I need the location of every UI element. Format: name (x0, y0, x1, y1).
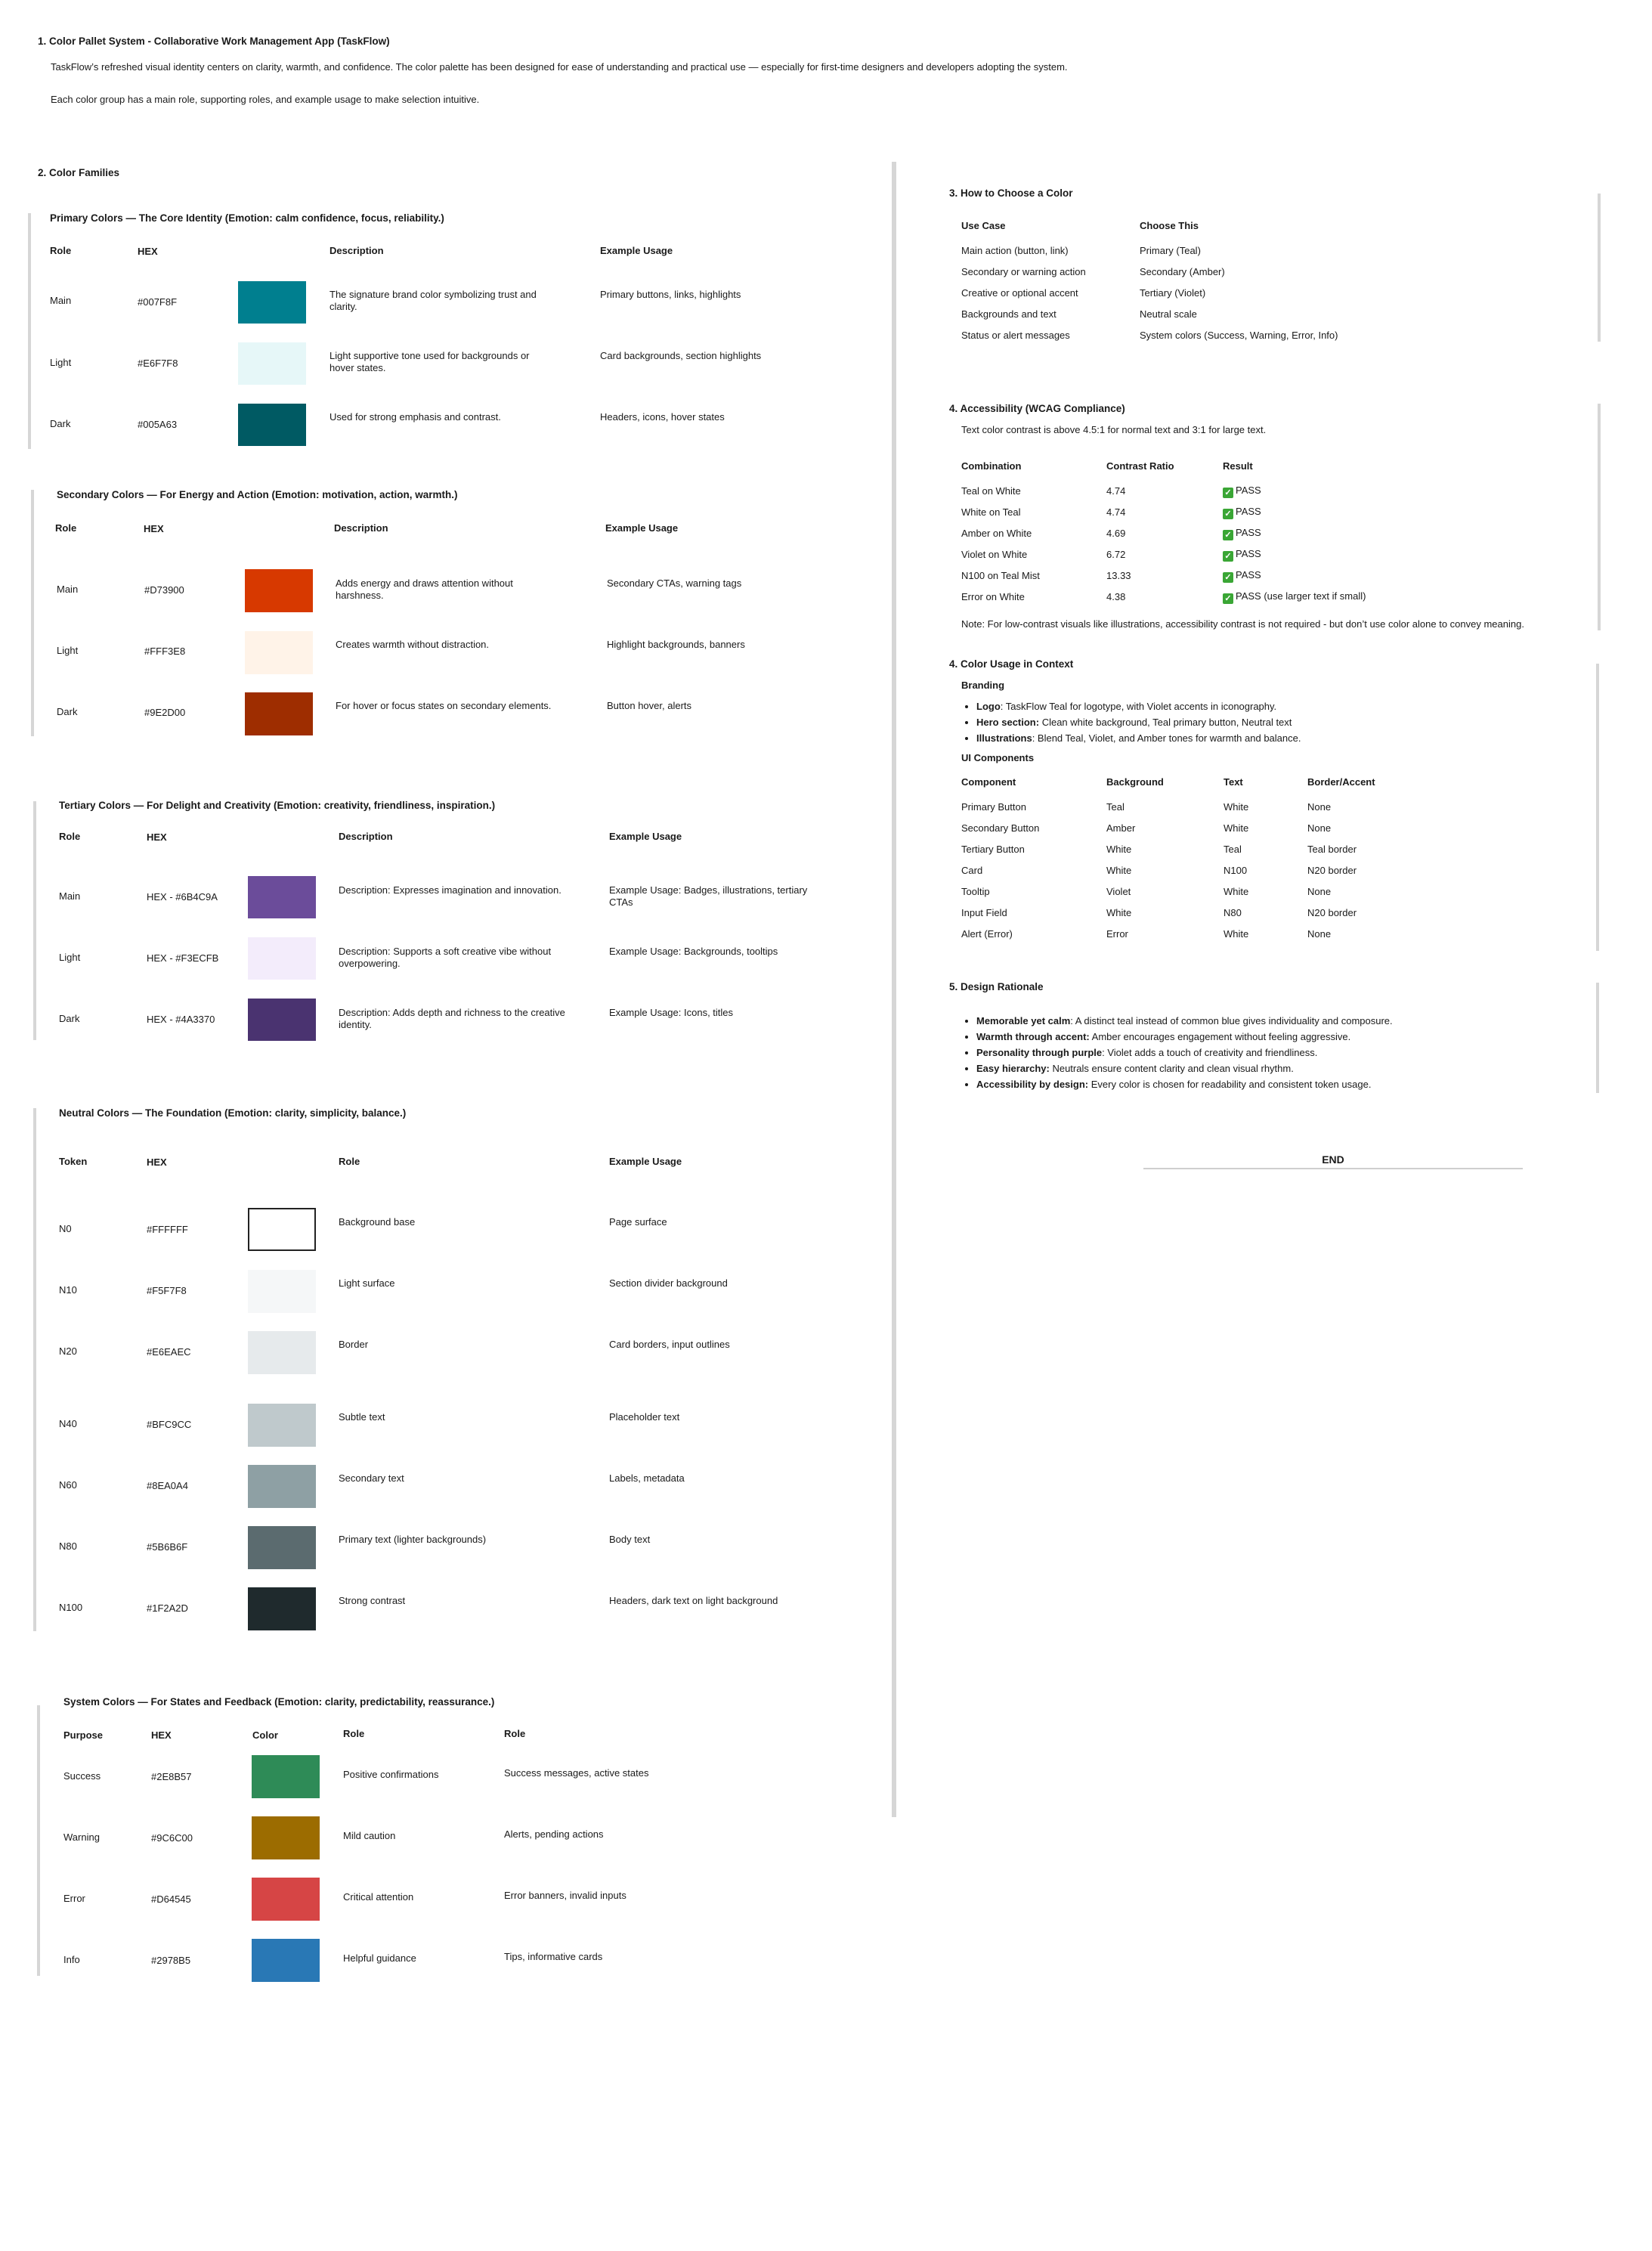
usage-cell: Body text (609, 1534, 651, 1545)
hex-cell: #1F2A2D (147, 1602, 188, 1614)
column-divider (892, 162, 896, 1817)
section-accent-bar (1598, 194, 1601, 342)
ratio-cell: 4.38 (1106, 591, 1126, 602)
col-header: Role (504, 1728, 526, 1739)
combination-cell: N100 on Teal Mist (961, 570, 1040, 581)
col-header: Text (1224, 776, 1243, 788)
neutral-title: Neutral Colors — The Foundation (Emotion: clarity, simplicity, balance.) (59, 1107, 407, 1119)
role-cell: Secondary text (339, 1472, 404, 1484)
description-cell: The signature brand color symbolizing trust and clarity. (329, 289, 537, 312)
text-cell: N100 (1224, 865, 1248, 876)
usage-cell: Example Usage: Backgrounds, tooltips (609, 946, 778, 957)
primary-title: Primary Colors — The Core Identity (Emotion: calm confidence, focus, reliability.) (50, 212, 444, 224)
text-cell: Teal (1224, 844, 1242, 855)
background-cell: White (1106, 844, 1132, 855)
color-swatch (252, 1816, 320, 1859)
col-header: Combination (961, 460, 1022, 472)
list-item: • Warmth through accent: Amber encourages engagement without feeling aggressive. (976, 1029, 1393, 1045)
hex-cell: HEX - #F3ECFB (147, 952, 219, 964)
color-swatch (248, 876, 316, 918)
context-heading: 4. Color Usage in Context (949, 658, 1074, 670)
branding-label: Branding (961, 680, 1005, 691)
hex-cell: #FFFFFF (147, 1224, 188, 1235)
result-text: PASS (1236, 506, 1261, 517)
role-cell: Background base (339, 1216, 416, 1228)
section-accent-bar (1596, 664, 1599, 951)
color-swatch (252, 1755, 320, 1798)
use-case-cell: Secondary or warning action (961, 266, 1086, 277)
check-mark-icon: ✓ (1223, 530, 1233, 540)
ui-components-label: UI Components (961, 752, 1035, 763)
check-mark-icon: ✓ (1223, 509, 1233, 519)
color-swatch (248, 1270, 316, 1313)
section-accent-bar (1596, 983, 1599, 1093)
color-swatch (245, 692, 313, 735)
secondary-title: Secondary Colors — For Energy and Action (Emotion: motivation, action, warmth.) (57, 489, 458, 500)
result-text: PASS (1236, 548, 1261, 559)
result-text: PASS (1236, 569, 1261, 581)
list-item: • Hero section: Clean white background, Teal primary button, Neutral text (976, 714, 1301, 730)
ratio-cell: 4.74 (1106, 506, 1126, 518)
border-cell: Teal border (1307, 844, 1357, 855)
color-swatch (238, 404, 306, 446)
role-cell: Main (50, 295, 72, 306)
ratio-cell: 6.72 (1106, 549, 1126, 560)
col-header: Use Case (961, 220, 1006, 231)
border-cell: None (1307, 928, 1332, 940)
description-cell: Description: Adds depth and richness to the creative identity. (339, 1007, 565, 1030)
background-cell: White (1106, 865, 1132, 876)
end-label: END (1322, 1153, 1344, 1166)
rationale-list (961, 1013, 1393, 1092)
branding-list (961, 698, 1301, 746)
col-header: HEX (147, 1156, 167, 1168)
color-swatch (252, 1878, 320, 1921)
col-header: Result (1223, 460, 1253, 472)
col-header: Border/Accent (1307, 776, 1375, 788)
col-header: HEX (144, 523, 164, 534)
result-cell (1223, 527, 1261, 540)
role-cell: Primary text (lighter backgrounds) (339, 1534, 487, 1545)
combination-cell: Violet on White (961, 549, 1028, 560)
rationale-heading: 5. Design Rationale (949, 981, 1044, 992)
color-swatch (238, 281, 306, 324)
hex-cell: #BFC9CC (147, 1419, 192, 1430)
combination-cell: Teal on White (961, 485, 1021, 497)
result-text: PASS (use larger text if small) (1236, 590, 1366, 602)
result-cell (1223, 485, 1261, 498)
role-cell: Strong contrast (339, 1595, 406, 1606)
hex-cell: #2978B5 (151, 1955, 191, 1966)
col-header: Background (1106, 776, 1164, 788)
text-cell: White (1224, 822, 1249, 834)
hex-cell: #FFF3E8 (144, 646, 186, 657)
col-header: HEX (151, 1729, 172, 1741)
choice-cell: Neutral scale (1140, 308, 1197, 320)
section-accent-bar (1598, 404, 1601, 630)
col-header: Role (339, 1156, 360, 1167)
list-item: • Easy hierarchy: Neutrals ensure content clarity and clean visual rhythm. (976, 1060, 1393, 1076)
section-accent-bar (31, 490, 34, 736)
color-swatch (248, 1331, 316, 1374)
result-cell (1223, 506, 1261, 519)
role-cell: Mild caution (343, 1830, 396, 1841)
choice-cell: Primary (Teal) (1140, 245, 1201, 256)
role-cell: Main (59, 890, 81, 902)
intro-paragraph: TaskFlow’s refreshed visual identity centers on clarity, warmth, and confidence. The color palette has been designed for ease of understanding and practical use — especially for first-time designers and developers adopting the system. (51, 61, 1068, 73)
col-header: Description (339, 831, 393, 842)
col-header: Description (329, 245, 384, 256)
border-cell: N20 border (1307, 907, 1357, 918)
border-cell: None (1307, 822, 1332, 834)
token-cell: N20 (59, 1345, 77, 1357)
text-cell: White (1224, 928, 1249, 940)
result-cell (1223, 548, 1261, 562)
col-header: Purpose (63, 1729, 104, 1741)
check-mark-icon: ✓ (1223, 593, 1233, 604)
token-cell: N0 (59, 1223, 72, 1234)
usage-cell: Tips, informative cards (504, 1951, 603, 1962)
text-cell: N80 (1224, 907, 1242, 918)
section-accent-bar (37, 1705, 40, 1976)
choose-heading: 3. How to Choose a Color (949, 187, 1073, 199)
usage-cell: Headers, dark text on light background (609, 1595, 778, 1606)
text-cell: White (1224, 801, 1249, 813)
usage-cell: Section divider background (609, 1277, 728, 1289)
usage-cell: Secondary CTAs, warning tags (607, 577, 742, 589)
usage-cell: Card backgrounds, section highlights (600, 350, 762, 361)
description-cell: Description: Supports a soft creative vibe without overpowering. (339, 946, 552, 969)
role-cell: Main (57, 584, 79, 595)
ratio-cell: 4.74 (1106, 485, 1126, 497)
col-header: Role (50, 245, 72, 256)
col-header: Role (59, 831, 81, 842)
description-cell: Creates warmth without distraction. (336, 639, 490, 650)
color-swatch (248, 1526, 316, 1569)
section-accent-bar (33, 801, 36, 1040)
role-cell: Light (50, 357, 72, 368)
usage-cell: Card borders, input outlines (609, 1339, 730, 1350)
hex-cell: #2E8B57 (151, 1771, 192, 1782)
description-cell: Description: Expresses imagination and innovation. (339, 884, 561, 896)
usage-cell: Page surface (609, 1216, 667, 1228)
purpose-cell: Error (63, 1893, 85, 1904)
combination-cell: White on Teal (961, 506, 1021, 518)
color-swatch (245, 631, 313, 674)
usage-cell: Success messages, active states (504, 1767, 649, 1779)
token-cell: N80 (59, 1540, 77, 1552)
usage-cell: Alerts, pending actions (504, 1828, 604, 1840)
col-header: Contrast Ratio (1106, 460, 1174, 472)
usage-cell: Highlight backgrounds, banners (607, 639, 745, 650)
choice-cell: Secondary (Amber) (1140, 266, 1225, 277)
list-item: • Accessibility by design: Every color is chosen for readability and consistent token usage. (976, 1076, 1393, 1092)
check-mark-icon: ✓ (1223, 551, 1233, 562)
component-cell: Alert (Error) (961, 928, 1013, 940)
role-cell: Dark (50, 418, 71, 429)
hex-cell: #5B6B6F (147, 1541, 188, 1553)
col-header: Choose This (1140, 220, 1199, 231)
list-item: • Personality through purple: Violet adds a touch of creativity and friendliness. (976, 1045, 1393, 1060)
section-accent-bar (33, 1108, 36, 1631)
description-cell: For hover or focus states on secondary elements. (336, 700, 552, 711)
use-case-cell: Status or alert messages (961, 330, 1070, 341)
ratio-cell: 13.33 (1106, 570, 1131, 581)
col-header: Example Usage (605, 522, 679, 534)
color-swatch (252, 1939, 320, 1982)
col-header: Example Usage (600, 245, 673, 256)
access-heading: 4. Accessibility (WCAG Compliance) (949, 403, 1125, 414)
access-intro: Text color contrast is above 4.5:1 for normal text and 3:1 for large text. (961, 424, 1267, 435)
token-cell: N10 (59, 1284, 77, 1296)
background-cell: White (1106, 907, 1132, 918)
role-cell: Border (339, 1339, 369, 1350)
color-swatch (248, 1404, 316, 1447)
col-header: Token (59, 1156, 88, 1167)
system-title: System Colors — For States and Feedback (Emotion: clarity, predictability, reassurance.) (63, 1696, 495, 1708)
color-swatch (245, 569, 313, 612)
choice-cell: System colors (Success, Warning, Error, Info) (1140, 330, 1338, 341)
hex-cell: #D64545 (151, 1893, 191, 1905)
combination-cell: Error on White (961, 591, 1025, 602)
ratio-cell: 4.69 (1106, 528, 1126, 539)
combination-cell: Amber on White (961, 528, 1032, 539)
hex-cell: #9C6C00 (151, 1832, 193, 1844)
usage-cell: Placeholder text (609, 1411, 680, 1423)
hex-cell: #F5F7F8 (147, 1285, 187, 1296)
component-cell: Tooltip (961, 886, 990, 897)
color-swatch (248, 1587, 316, 1630)
hex-cell: #005A63 (138, 419, 178, 430)
intro-heading: 1. Color Pallet System - Collaborative Work Management App (TaskFlow) (38, 36, 390, 47)
use-case-cell: Main action (button, link) (961, 245, 1069, 256)
role-cell: Light (57, 645, 79, 656)
usage-cell: Error banners, invalid inputs (504, 1890, 626, 1901)
hex-cell: #D73900 (144, 584, 184, 596)
col-header: Example Usage (609, 1156, 682, 1167)
background-cell: Error (1106, 928, 1128, 940)
description-cell: Used for strong emphasis and contrast. (329, 411, 501, 423)
end-divider (1143, 1168, 1523, 1169)
usage-cell: Primary buttons, links, highlights (600, 289, 741, 300)
hex-cell: #E6F7F8 (138, 358, 178, 369)
purpose-cell: Success (63, 1770, 101, 1782)
result-text: PASS (1236, 527, 1261, 538)
families-heading: 2. Color Families (38, 167, 120, 178)
choice-cell: Tertiary (Violet) (1140, 287, 1206, 299)
purpose-cell: Warning (63, 1831, 100, 1843)
role-cell: Light surface (339, 1277, 395, 1289)
result-cell (1223, 590, 1366, 604)
component-cell: Tertiary Button (961, 844, 1025, 855)
list-item: • Logo: TaskFlow Teal for logotype, with Violet accents in iconography. (976, 698, 1301, 714)
result-text: PASS (1236, 485, 1261, 496)
usage-cell: Button hover, alerts (607, 700, 692, 711)
color-swatch (248, 1465, 316, 1508)
usage-cell: Labels, metadata (609, 1472, 685, 1484)
component-cell: Primary Button (961, 801, 1026, 813)
col-header: HEX (147, 831, 167, 843)
hex-cell: HEX - #6B4C9A (147, 891, 218, 903)
color-swatch (248, 1208, 316, 1251)
component-cell: Input Field (961, 907, 1007, 918)
col-header: Description (334, 522, 388, 534)
border-cell: None (1307, 801, 1332, 813)
hex-cell: HEX - #4A3370 (147, 1014, 215, 1025)
component-cell: Card (961, 865, 983, 876)
background-cell: Amber (1106, 822, 1136, 834)
border-cell: N20 border (1307, 865, 1357, 876)
col-header: Color (252, 1729, 278, 1741)
use-case-cell: Creative or optional accent (961, 287, 1078, 299)
component-cell: Secondary Button (961, 822, 1040, 834)
tertiary-title: Tertiary Colors — For Delight and Creativity (Emotion: creativity, friendliness, inspiration.) (59, 800, 496, 811)
col-header: Example Usage (609, 831, 682, 842)
result-cell (1223, 569, 1261, 583)
usage-cell: Example Usage: Badges, illustrations, tertiary CTAs (609, 884, 808, 908)
background-cell: Teal (1106, 801, 1125, 813)
check-mark-icon: ✓ (1223, 572, 1233, 583)
usage-cell: Headers, icons, hover states (600, 411, 725, 423)
role-cell: Subtle text (339, 1411, 385, 1423)
color-swatch (248, 937, 316, 980)
role-cell: Positive confirmations (343, 1769, 439, 1780)
usage-cell: Example Usage: Icons, titles (609, 1007, 734, 1018)
hex-cell: #007F8F (138, 296, 178, 308)
list-item: • Illustrations: Blend Teal, Violet, and Amber tones for warmth and balance. (976, 730, 1301, 746)
intro-paragraph-2: Each color group has a main role, supporting roles, and example usage to make selection intuitive. (51, 94, 480, 105)
purpose-cell: Info (63, 1954, 80, 1965)
description-cell: Light supportive tone used for backgrounds or hover states. (329, 350, 530, 373)
text-cell: White (1224, 886, 1249, 897)
use-case-cell: Backgrounds and text (961, 308, 1056, 320)
hex-cell: #8EA0A4 (147, 1480, 188, 1491)
hex-cell: #E6EAEC (147, 1346, 191, 1358)
token-cell: N60 (59, 1479, 77, 1491)
role-cell: Dark (57, 706, 78, 717)
token-cell: N100 (59, 1602, 83, 1613)
col-header: Role (55, 522, 77, 534)
role-cell: Critical attention (343, 1891, 414, 1903)
role-cell: Dark (59, 1013, 80, 1024)
col-header: HEX (138, 246, 158, 257)
col-header: Role (343, 1728, 365, 1739)
color-swatch (248, 999, 316, 1041)
border-cell: None (1307, 886, 1332, 897)
list-item: • Memorable yet calm: A distinct teal instead of common blue gives individuality and composure. (976, 1013, 1393, 1029)
role-cell: Helpful guidance (343, 1952, 416, 1964)
section-accent-bar (28, 213, 31, 449)
check-mark-icon: ✓ (1223, 488, 1233, 498)
description-cell: Adds energy and draws attention without harshness. (336, 577, 513, 601)
access-note: Note: For low-contrast visuals like illustrations, accessibility contrast is not required - but don’t use color alone to convey meaning. (961, 618, 1524, 630)
color-swatch (238, 342, 306, 385)
token-cell: N40 (59, 1418, 77, 1429)
col-header: Component (961, 776, 1016, 788)
role-cell: Light (59, 952, 81, 963)
background-cell: Violet (1106, 886, 1131, 897)
hex-cell: #9E2D00 (144, 707, 186, 718)
